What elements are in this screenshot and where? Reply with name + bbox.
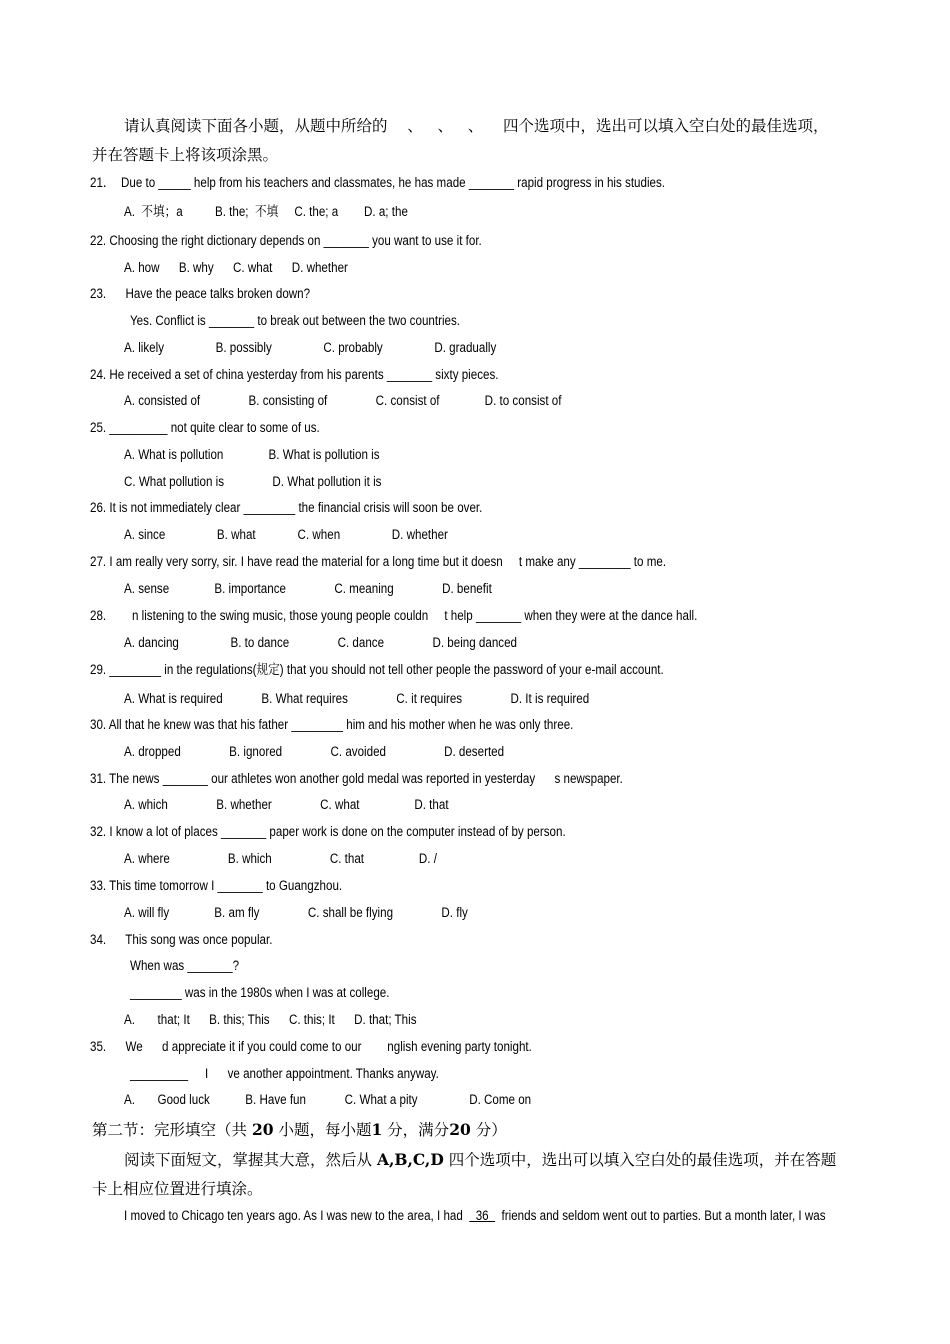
blank-36: 36	[469, 1208, 496, 1223]
question-33-stem: 33. This time tomorrow I _______ to Guangzhou.	[90, 878, 343, 893]
question-27-stem: 27. I am really very sorry, sir. I have read the material for a long time but it doesn t make any ________ to me.	[90, 554, 667, 569]
instructions-line-2: 并在答题卡上将该项涂黑。	[92, 146, 279, 164]
question-27-options: A. sense B. importance C. meaning D. benefit	[124, 581, 492, 596]
question-30-stem: 30. All that he knew was that his father ________ him and his mother when he was only three.	[90, 717, 574, 732]
question-24-stem: 24. He received a set of china yesterday from his parents _______ sixty pieces.	[90, 367, 499, 382]
question-35-options: A. Good luck B. Have fun C. What a pity D. Come on	[124, 1092, 532, 1107]
section-2-instructions-line-1	[124, 1150, 836, 1170]
heading-text-2: 小题，每小题	[273, 1121, 372, 1139]
question-29-stem: 29. ________ in the regulations(规定) that you should not tell other people the password of your e-mail account.	[90, 662, 664, 677]
heading-text-3: 分，满分	[382, 1121, 450, 1139]
passage-text-1: I moved to Chicago ten years ago. As I was new to the area, I had	[124, 1208, 470, 1223]
instr-text-1: 阅读下面短文，掌握其大意，然后从	[124, 1151, 377, 1169]
question-26-stem: 26. It is not immediately clear ________ the financial crisis will soon be over.	[90, 500, 483, 515]
question-34-line-2: When was _______?	[130, 958, 240, 973]
question-21-stem: 21． Due to _____ help from his teachers and classmates, he has made _______ rapid progress in his studies.	[90, 175, 666, 190]
question-26-options: A. since B. what C. when D. whether	[124, 527, 448, 542]
question-22-stem: 22. Choosing the right dictionary depends on _______ you want to use it for.	[90, 233, 482, 248]
question-30-options: A. dropped B. ignored C. avoided D. deserted	[124, 744, 505, 759]
heading-count: 20	[251, 1120, 274, 1139]
heading-total: 20	[449, 1120, 471, 1139]
question-28-options: A. dancing B. to dance C. dance D. being danced	[124, 635, 518, 650]
heading-points-each: 1	[371, 1120, 383, 1139]
question-35-blank: _________	[130, 1066, 189, 1081]
instructions-line-1: 请认真阅读下面各小题，从题中所给的 、 、 、 四个选项中，选出可以填入空白处的最佳选项，	[124, 117, 829, 135]
question-34-options: A. that; It B. this; This C. this; It D. that; This	[124, 1012, 417, 1027]
heading-text-4: 分）	[470, 1121, 507, 1139]
question-35-line-2: I ve another appointment. Thanks anyway.	[205, 1066, 439, 1081]
question-22-options: A. how B. why C. what D. whether	[124, 260, 348, 275]
question-31-options: A. which B. whether C. what D. that	[124, 797, 449, 812]
heading-text-1: 第二节：完形填空（共	[92, 1121, 252, 1139]
question-32-stem: 32. I know a lot of places _______ paper work is done on the computer instead of by person.	[90, 824, 566, 839]
question-34-stem: 34. This song was once popular.	[90, 932, 273, 947]
question-25-options-cd: C. What pollution is D. What pollution it is	[124, 474, 382, 489]
question-29-options: A. What is required B. What requires C. it requires D. It is required	[124, 691, 590, 706]
instr-text-2: 四个选项中，选出可以填入空白处的最佳选项，并在答题	[443, 1151, 837, 1169]
section-2-instructions-line-2: 卡上相应位置进行填涂。	[92, 1180, 263, 1198]
question-32-options: A. where B. which C. that D. /	[124, 851, 437, 866]
question-35-stem: 35. We d appreciate it if you could come to our nglish evening party tonight.	[90, 1039, 532, 1054]
question-23-options: A. likely B. possibly C. probably D. gradually	[124, 340, 497, 355]
question-24-options: A. consisted of B. consisting of C. consist of D. to consist of	[124, 393, 562, 408]
question-23-stem: 23. Have the peace talks broken down?	[90, 286, 311, 301]
question-31-stem: 31. The news _______ our athletes won another gold medal was reported in yesterday s newspaper.	[90, 771, 623, 786]
passage-first-line	[124, 1206, 826, 1226]
question-25-options-ab: A. What is pollution B. What is pollution is	[124, 447, 380, 462]
instr-option-letters: A,B,C,D	[376, 1150, 444, 1169]
section-2-heading	[92, 1120, 507, 1140]
question-23-reply: Yes. Conflict is _______ to break out between the two countries.	[130, 313, 461, 328]
question-21-options: A. 不填；a B. the; 不填 C. the; a D. a; the	[124, 204, 408, 219]
question-33-options: A. will fly B. am fly C. shall be flying D. fly	[124, 905, 468, 920]
question-25-stem: 25. _________ not quite clear to some of us.	[90, 420, 320, 435]
question-34-line-3: ________ was in the 1980s when I was at college.	[130, 985, 390, 1000]
question-28-stem: 28. n listening to the swing music, those young people couldn t help _______ when they were at the dance hall.	[90, 608, 698, 623]
passage-text-2: friends and seldom went out to parties. But a month later, I was	[495, 1208, 826, 1223]
